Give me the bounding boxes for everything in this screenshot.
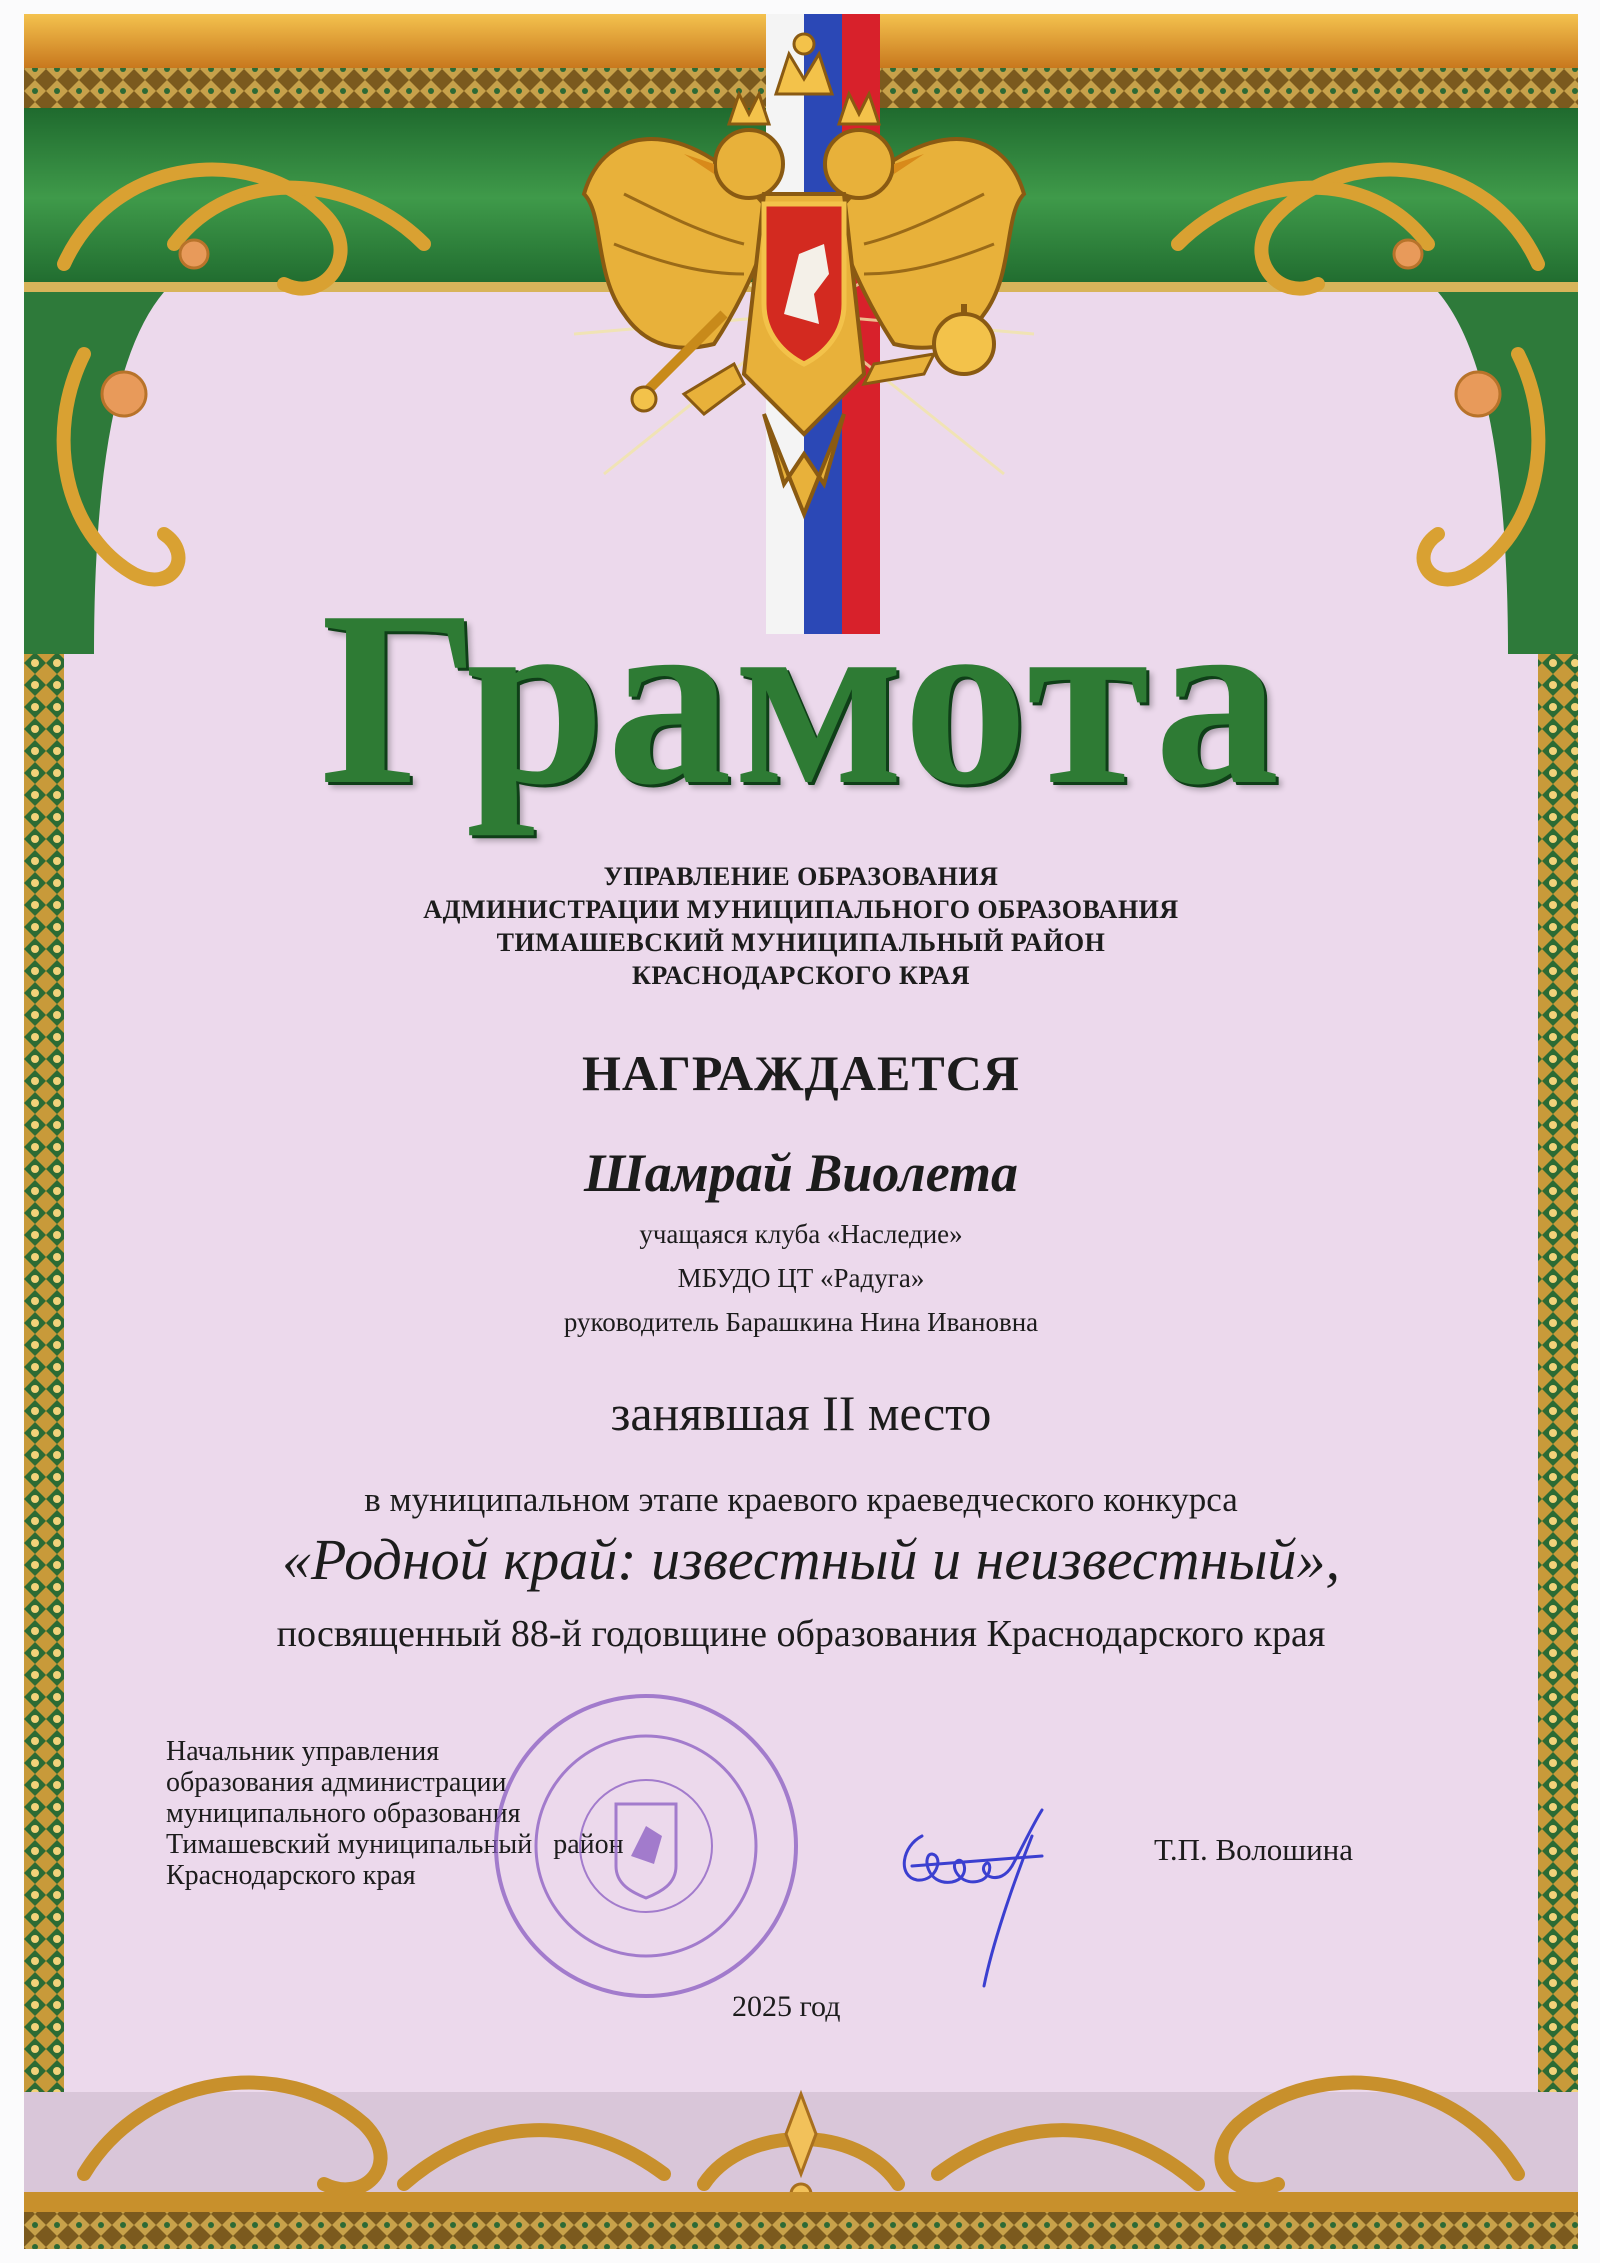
- org-line: УПРАВЛЕНИЕ ОБРАЗОВАНИЯ: [603, 862, 999, 891]
- detail-line: руководитель Барашкина Нина Ивановна: [563, 1307, 1039, 1337]
- detail-line: МБУДО ЦТ «Радуга»: [677, 1263, 925, 1293]
- recipient-name: Шамрай Виолета: [583, 1143, 1018, 1203]
- signatory-name: Т.П. Волошина: [1154, 1832, 1354, 1867]
- certificate-sheet: [24, 14, 1578, 2249]
- handwritten-signature: [892, 1796, 1062, 1996]
- issuing-organization: [24, 860, 1578, 992]
- certificate-title: Грамота: [320, 560, 1282, 837]
- detail-line: учащаяся клуба «Наследие»: [639, 1219, 963, 1249]
- issue-year: 2025 год: [732, 1990, 841, 2023]
- awarded-label: НАГРАЖДАЕТСЯ: [582, 1045, 1020, 1101]
- recipient-details: [24, 1212, 1578, 1344]
- contest-intro: в муниципальном этапе краевого краеведческого конкурса: [364, 1480, 1238, 1519]
- place-text: занявшая II место: [610, 1385, 992, 1441]
- signatory-title-line: муниципального образования: [166, 1798, 521, 1829]
- dedication: посвященный 88-й годовщине образования Краснодарского края: [276, 1613, 1326, 1655]
- official-stamp: [486, 1686, 806, 2006]
- org-line: ТИМАШЕВСКИЙ МУНИЦИПАЛЬНЫЙ РАЙОН: [496, 928, 1106, 957]
- double-headed-eagle-emblem: [564, 14, 1044, 654]
- org-line: КРАСНОДАРСКОГО КРАЯ: [632, 961, 970, 990]
- signatory-title-line: Тимашевский муниципальный район: [166, 1829, 624, 1860]
- signatory-title-line: образования администрации: [166, 1767, 507, 1798]
- org-line: АДМИНИСТРАЦИИ МУНИЦИПАЛЬНОГО ОБРАЗОВАНИЯ: [423, 895, 1179, 924]
- signatory-title-line: Краснодарского края: [166, 1860, 416, 1891]
- contest-name: «Родной край: известный и неизвестный»,: [281, 1527, 1341, 1592]
- signatory-title-line: Начальник управления: [166, 1736, 440, 1767]
